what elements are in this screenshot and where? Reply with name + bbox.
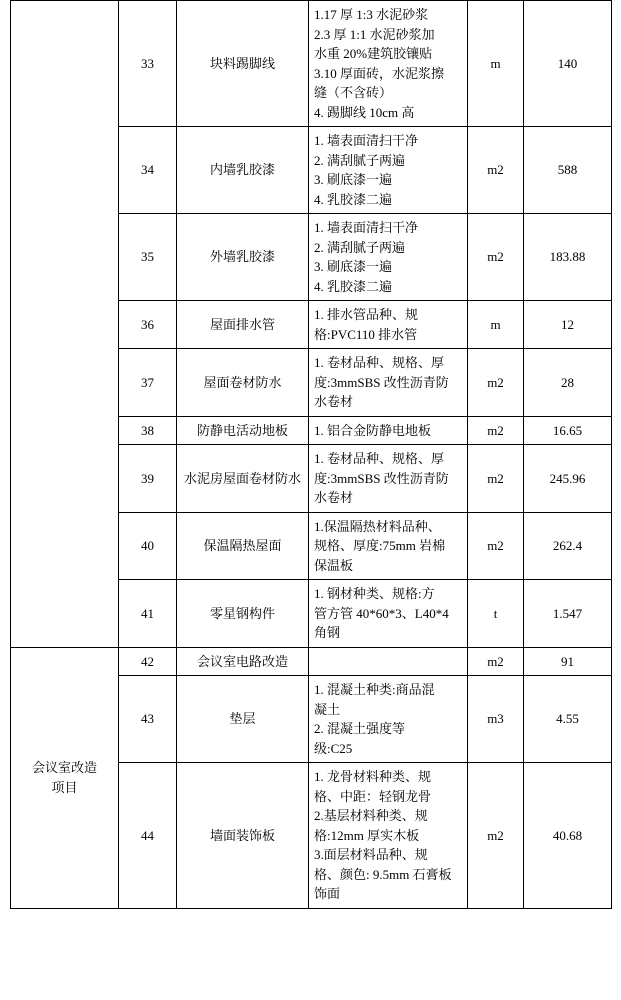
- spec-line: 水重 20%建筑胶镶贴: [314, 46, 433, 61]
- item-name-cell: 墙面装饰板: [177, 763, 309, 909]
- row-number-cell: 35: [119, 214, 177, 301]
- item-spec-cell: [309, 512, 468, 580]
- spec-line: 格、颜色: 9.5mm 石膏板: [314, 866, 452, 882]
- quantity-cell: 183.88: [524, 214, 612, 301]
- spec-line: 水卷材: [314, 490, 354, 505]
- spec-lines: [314, 131, 462, 209]
- quantity-cell: 140: [524, 1, 612, 127]
- quantity-cell: 262.4: [524, 512, 612, 580]
- spec-line: 格:PVC110 排水管: [314, 326, 418, 342]
- item-spec-cell: [309, 1, 468, 127]
- spec-line: 1. 钢材种类、规格:方: [314, 586, 435, 601]
- item-spec-cell: [309, 214, 468, 301]
- unit-cell: m2: [468, 647, 524, 676]
- quantity-cell: 245.96: [524, 445, 612, 513]
- unit-cell: m2: [468, 445, 524, 513]
- row-number-cell: 38: [119, 416, 177, 445]
- unit-cell: m2: [468, 512, 524, 580]
- item-name-cell: 屋面排水管: [177, 301, 309, 349]
- table-row: [11, 1, 612, 127]
- spec-line: 度:3mmSBS 改性沥青防: [314, 470, 449, 486]
- spec-line: 管方管 40*60*3、L40*4: [314, 605, 449, 621]
- row-number-cell: 33: [119, 1, 177, 127]
- row-number-cell: 41: [119, 580, 177, 648]
- item-name-cell: 屋面卷材防水: [177, 349, 309, 417]
- item-name-cell: 保温隔热屋面: [177, 512, 309, 580]
- row-number-cell: 36: [119, 301, 177, 349]
- unit-cell: m2: [468, 416, 524, 445]
- spec-line: 凝土: [314, 701, 341, 717]
- item-spec-cell: [309, 445, 468, 513]
- row-number-cell: 39: [119, 445, 177, 513]
- spec-lines: [314, 517, 462, 576]
- spec-line: 级:C25: [314, 740, 353, 756]
- spec-line: 1.17 厚 1:3 水泥砂浆: [314, 7, 429, 22]
- item-name-cell: 内墙乳胶漆: [177, 127, 309, 214]
- item-spec-cell: [309, 127, 468, 214]
- spec-line: 1. 铝合金防静电地板: [314, 422, 432, 438]
- group-label-line: 项目: [51, 779, 78, 795]
- item-name-cell: 块料踢脚线: [177, 1, 309, 127]
- bill-of-quantities-table: [10, 0, 612, 909]
- spec-line: 1. 卷材品种、规格、厚: [314, 355, 445, 370]
- spec-lines: [314, 353, 462, 412]
- spec-line: 格、中距：轻钢龙骨: [314, 788, 432, 804]
- spec-line: 1. 卷材品种、规格、厚: [314, 451, 445, 466]
- quantity-cell: 16.65: [524, 416, 612, 445]
- spec-line: 3.面层材料品种、规: [314, 847, 428, 862]
- spec-line: 1. 混凝土种类:商品混: [314, 682, 435, 697]
- spec-lines: [314, 584, 462, 643]
- quantity-cell: 40.68: [524, 763, 612, 909]
- spec-line: 3. 刷底漆一遍: [314, 259, 393, 274]
- row-number-cell: 34: [119, 127, 177, 214]
- spec-line: 饰面: [314, 886, 341, 901]
- spec-line: 4. 乳胶漆二遍: [314, 278, 393, 294]
- spec-line: 角钢: [314, 625, 341, 640]
- spec-line: 1. 龙骨材料种类、规: [314, 769, 432, 784]
- spec-line: 水卷材: [314, 394, 354, 409]
- unit-cell: m: [468, 1, 524, 127]
- group-label-line: 会议室改造: [31, 760, 97, 775]
- spec-line: 3. 刷底漆一遍: [314, 172, 393, 187]
- spec-lines: [314, 680, 462, 758]
- group-cell: [11, 647, 119, 908]
- spec-lines: [314, 218, 462, 296]
- item-spec-cell: [309, 580, 468, 648]
- item-name-cell: 零星钢构件: [177, 580, 309, 648]
- table-row: [11, 647, 612, 676]
- row-number-cell: 42: [119, 647, 177, 676]
- spec-line: 保温板: [314, 557, 354, 573]
- item-name-cell: 外墙乳胶漆: [177, 214, 309, 301]
- quantity-cell: 588: [524, 127, 612, 214]
- spec-lines: [314, 767, 462, 904]
- spec-lines: [314, 449, 462, 508]
- spec-line: 1. 墙表面清扫干净: [314, 133, 419, 148]
- item-spec-cell: [309, 763, 468, 909]
- spec-line: 格:12mm 厚实木板: [314, 827, 420, 843]
- spec-line: 2. 满刮腻子两遍: [314, 152, 406, 168]
- unit-cell: m: [468, 301, 524, 349]
- spec-line: 2.3 厚 1:1 水泥砂浆加: [314, 26, 435, 42]
- spec-line: 2. 满刮腻子两遍: [314, 239, 406, 255]
- row-number-cell: 40: [119, 512, 177, 580]
- unit-cell: t: [468, 580, 524, 648]
- quantity-cell: 1.547: [524, 580, 612, 648]
- item-spec-cell: [309, 349, 468, 417]
- item-spec-cell: [309, 647, 468, 676]
- quantity-cell: 12: [524, 301, 612, 349]
- spec-line: 度:3mmSBS 改性沥青防: [314, 374, 449, 390]
- spec-line: 1. 墙表面清扫干净: [314, 220, 419, 235]
- spec-line: 2. 混凝土强度等: [314, 721, 406, 736]
- item-spec-cell: [309, 676, 468, 763]
- row-number-cell: 44: [119, 763, 177, 909]
- unit-cell: m3: [468, 676, 524, 763]
- unit-cell: m2: [468, 214, 524, 301]
- spec-lines: [314, 305, 462, 344]
- spec-lines: [314, 5, 462, 122]
- row-number-cell: 43: [119, 676, 177, 763]
- item-name-cell: 防静电活动地板: [177, 416, 309, 445]
- row-number-cell: 37: [119, 349, 177, 417]
- spec-line: 规格、厚度:75mm 岩棉: [314, 538, 446, 553]
- group-cell: [11, 1, 119, 648]
- item-spec-cell: [309, 301, 468, 349]
- item-name-cell: 会议室电路改造: [177, 647, 309, 676]
- item-spec-cell: [309, 416, 468, 445]
- spec-line: 3.10 厚面砖，水泥浆擦: [314, 65, 445, 81]
- unit-cell: m2: [468, 127, 524, 214]
- quantity-cell: 4.55: [524, 676, 612, 763]
- unit-cell: m2: [468, 349, 524, 417]
- spec-line: 4. 踢脚线 10cm 高: [314, 104, 415, 120]
- spec-line: 缝（不含砖）: [314, 85, 393, 100]
- item-name-cell: 水泥房屋面卷材防水: [177, 445, 309, 513]
- quantity-cell: 91: [524, 647, 612, 676]
- unit-cell: m2: [468, 763, 524, 909]
- item-name-cell: 垫层: [177, 676, 309, 763]
- spec-lines: [314, 421, 462, 441]
- spec-line: 2.基层材料种类、规: [314, 808, 428, 823]
- spec-line: 1. 排水管品种、规: [314, 307, 419, 322]
- spec-line: 4. 乳胶漆二遍: [314, 191, 393, 207]
- quantity-cell: 28: [524, 349, 612, 417]
- spec-line: 1.保温隔热材料品种、: [314, 518, 441, 534]
